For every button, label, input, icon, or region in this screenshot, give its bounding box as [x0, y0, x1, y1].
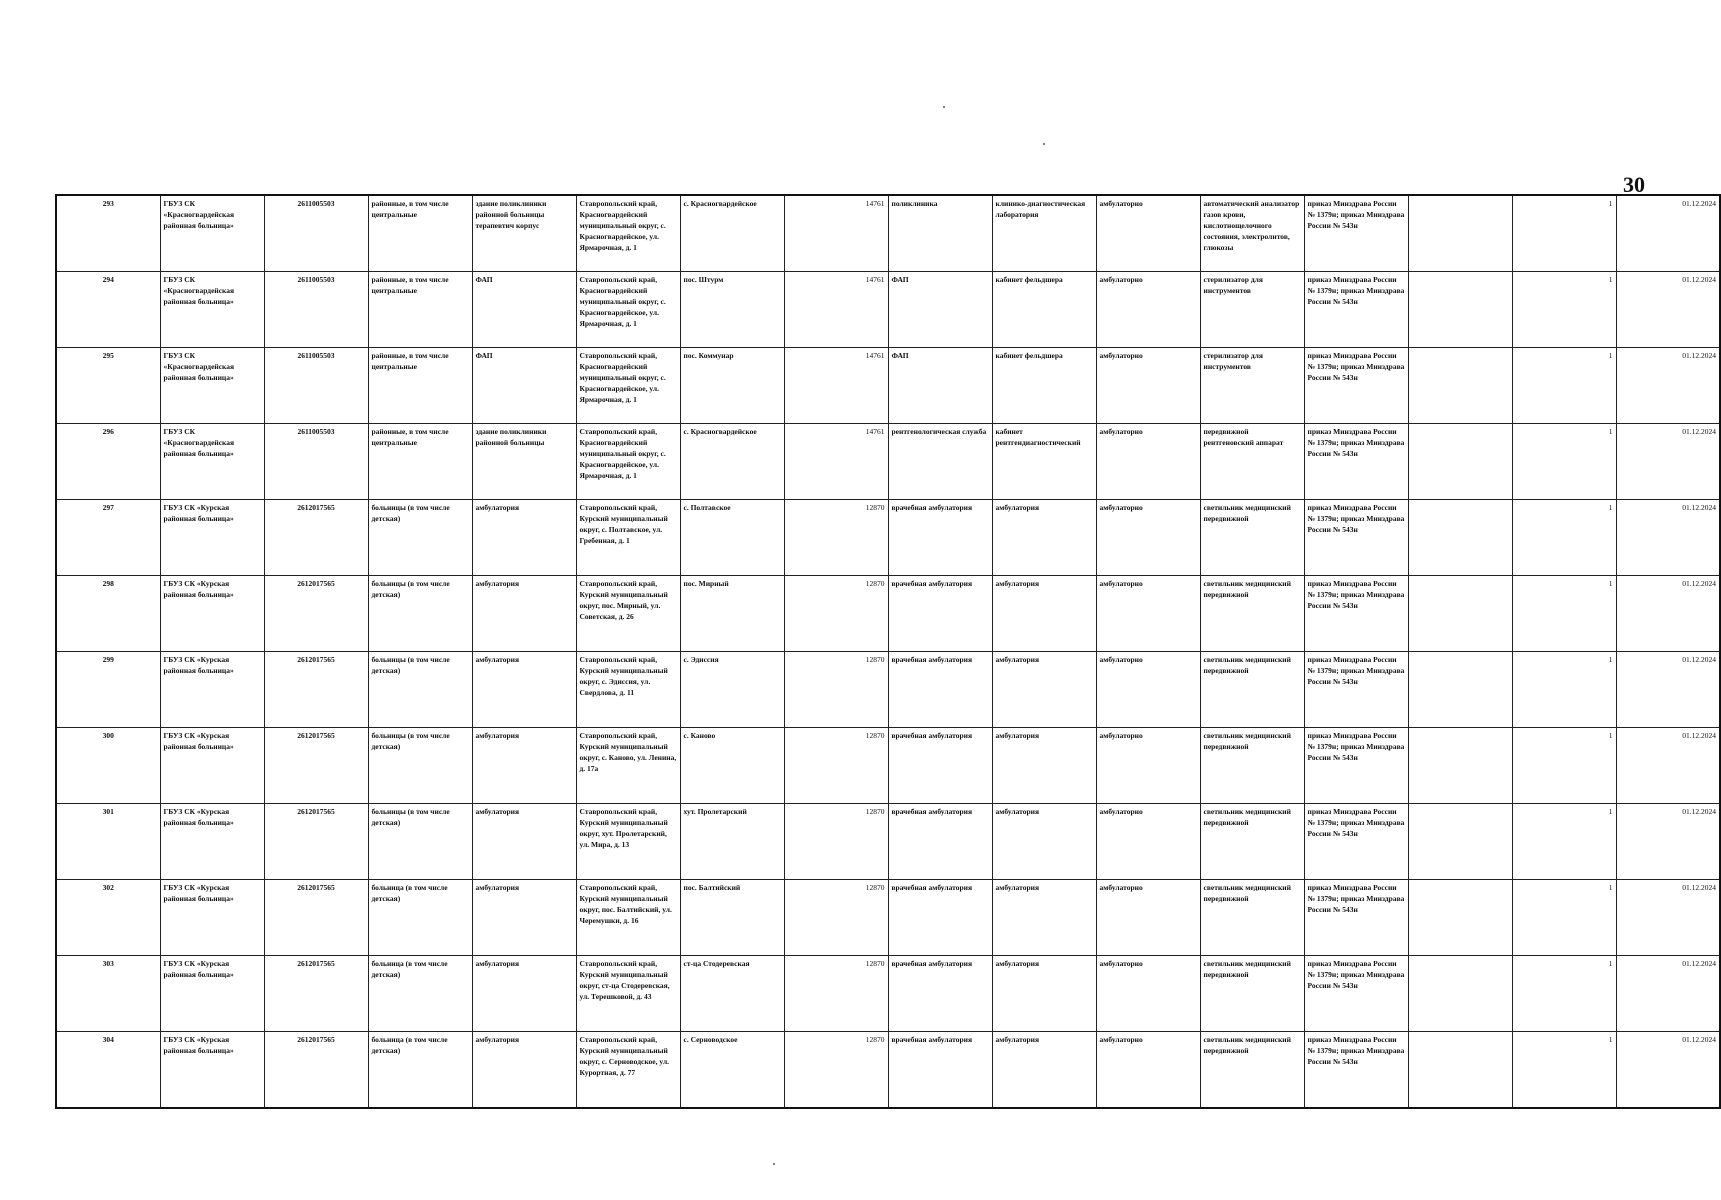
- table-row: [56, 576, 1720, 652]
- building-cell: ФАП: [472, 348, 576, 424]
- row-number: 297: [56, 500, 160, 576]
- locality-cell: с. Эдиссия: [680, 652, 784, 728]
- quantity-cell: 1: [1512, 576, 1616, 652]
- building-cell: амбулатория: [472, 880, 576, 956]
- row-number: 300: [56, 728, 160, 804]
- equipment-cell: стерилизатор для инструментов: [1200, 272, 1304, 348]
- inn-cell: 2612017565: [264, 576, 368, 652]
- address-cell: Ставропольский край, Курский муниципальный округ, пос. Балтийский, ул. Черемушки, д. 16: [576, 880, 680, 956]
- order-cell: приказ Минздрава России № 1379н; приказ Минздрава России № 543н: [1304, 1032, 1408, 1109]
- date-cell: 01.12.2024: [1616, 880, 1720, 956]
- department-cell: амбулатория: [992, 956, 1096, 1032]
- locality-cell: ст-ца Стодеревская: [680, 956, 784, 1032]
- inn-cell: 2612017565: [264, 880, 368, 956]
- quantity-cell: 1: [1512, 728, 1616, 804]
- care-condition-cell: амбулаторно: [1096, 424, 1200, 500]
- organization-type-cell: районные, в том числе центральные: [368, 272, 472, 348]
- organization-cell: ГБУЗ СК «Курская районная больница»: [160, 880, 264, 956]
- locality-cell: хут. Пролетарский: [680, 804, 784, 880]
- unit-cell: врачебная амбулатория: [888, 652, 992, 728]
- care-condition-cell: амбулаторно: [1096, 804, 1200, 880]
- organization-cell: ГБУЗ СК «Курская районная больница»: [160, 576, 264, 652]
- department-cell: кабинет рентгендиагностический: [992, 424, 1096, 500]
- locality-cell: с. Красногвардейское: [680, 195, 784, 272]
- address-cell: Ставропольский край, Курский муниципальный округ, с. Полтавское, ул. Гребенная, д. 1: [576, 500, 680, 576]
- row-number: 294: [56, 272, 160, 348]
- code-cell: 12870: [784, 804, 888, 880]
- department-cell: амбулатория: [992, 728, 1096, 804]
- organization-cell: ГБУЗ СК «Курская районная больница»: [160, 500, 264, 576]
- unit-cell: врачебная амбулатория: [888, 880, 992, 956]
- building-cell: амбулатория: [472, 728, 576, 804]
- inn-cell: 2612017565: [264, 1032, 368, 1109]
- date-cell: 01.12.2024: [1616, 195, 1720, 272]
- unit-cell: рентгенологическая служба: [888, 424, 992, 500]
- organization-cell: ГБУЗ СК «Курская районная больница»: [160, 956, 264, 1032]
- organization-type-cell: больница (в том числе детская): [368, 956, 472, 1032]
- care-condition-cell: амбулаторно: [1096, 500, 1200, 576]
- code-cell: 12870: [784, 500, 888, 576]
- table-row: [56, 652, 1720, 728]
- inn-cell: 2612017565: [264, 956, 368, 1032]
- order-cell: приказ Минздрава России № 1379н; приказ Минздрава России № 543н: [1304, 195, 1408, 272]
- empty-cell: [1408, 1032, 1512, 1109]
- locality-cell: пос. Балтийский: [680, 880, 784, 956]
- code-cell: 14761: [784, 272, 888, 348]
- table-row: [56, 804, 1720, 880]
- order-cell: приказ Минздрава России № 1379н; приказ Минздрава России № 543н: [1304, 880, 1408, 956]
- date-cell: 01.12.2024: [1616, 272, 1720, 348]
- quantity-cell: 1: [1512, 195, 1616, 272]
- care-condition-cell: амбулаторно: [1096, 880, 1200, 956]
- address-cell: Ставропольский край, Курский муниципальный округ, пос. Мирный, ул. Советская, д. 26: [576, 576, 680, 652]
- department-cell: амбулатория: [992, 576, 1096, 652]
- locality-cell: пос. Мирный: [680, 576, 784, 652]
- department-cell: амбулатория: [992, 652, 1096, 728]
- organization-type-cell: районные, в том числе центральные: [368, 195, 472, 272]
- unit-cell: врачебная амбулатория: [888, 804, 992, 880]
- date-cell: 01.12.2024: [1616, 1032, 1720, 1109]
- code-cell: 12870: [784, 956, 888, 1032]
- scan-speck: [773, 1163, 775, 1165]
- locality-cell: пос. Коммунар: [680, 348, 784, 424]
- quantity-cell: 1: [1512, 272, 1616, 348]
- locality-cell: с. Красногвардейское: [680, 424, 784, 500]
- order-cell: приказ Минздрава России № 1379н; приказ Минздрава России № 543н: [1304, 576, 1408, 652]
- address-cell: Ставропольский край, Красногвардейский муниципальный округ, с. Красногвардейское, ул. Ярмарочная, д. 1: [576, 195, 680, 272]
- organization-type-cell: районные, в том числе центральные: [368, 424, 472, 500]
- empty-cell: [1408, 956, 1512, 1032]
- building-cell: амбулатория: [472, 500, 576, 576]
- order-cell: приказ Минздрава России № 1379н; приказ Минздрава России № 543н: [1304, 272, 1408, 348]
- unit-cell: врачебная амбулатория: [888, 728, 992, 804]
- unit-cell: ФАП: [888, 272, 992, 348]
- organization-cell: ГБУЗ СК «Курская районная больница»: [160, 804, 264, 880]
- organization-type-cell: больницы (в том числе детская): [368, 652, 472, 728]
- code-cell: 12870: [784, 880, 888, 956]
- organization-type-cell: больница (в том числе детская): [368, 1032, 472, 1109]
- inn-cell: 2611005503: [264, 195, 368, 272]
- code-cell: 14761: [784, 424, 888, 500]
- table-row: [56, 195, 1720, 272]
- building-cell: здание поликлиники районной больницы терапевтич корпус: [472, 195, 576, 272]
- quantity-cell: 1: [1512, 1032, 1616, 1109]
- organization-cell: ГБУЗ СК «Красногвардейская районная больница»: [160, 195, 264, 272]
- inn-cell: 2611005503: [264, 348, 368, 424]
- code-cell: 12870: [784, 652, 888, 728]
- quantity-cell: 1: [1512, 652, 1616, 728]
- scan-speck: [943, 106, 945, 108]
- page-number: 30: [1623, 172, 1645, 197]
- table-row: [56, 424, 1720, 500]
- empty-cell: [1408, 728, 1512, 804]
- organization-cell: ГБУЗ СК «Красногвардейская районная больница»: [160, 424, 264, 500]
- inn-cell: 2612017565: [264, 500, 368, 576]
- care-condition-cell: амбулаторно: [1096, 272, 1200, 348]
- table-row: [56, 500, 1720, 576]
- row-number: 304: [56, 1032, 160, 1109]
- quantity-cell: 1: [1512, 348, 1616, 424]
- empty-cell: [1408, 804, 1512, 880]
- building-cell: амбулатория: [472, 804, 576, 880]
- locality-cell: пос. Штурм: [680, 272, 784, 348]
- order-cell: приказ Минздрава России № 1379н; приказ Минздрава России № 543н: [1304, 500, 1408, 576]
- row-number: 302: [56, 880, 160, 956]
- unit-cell: поликлиника: [888, 195, 992, 272]
- row-number: 299: [56, 652, 160, 728]
- care-condition-cell: амбулаторно: [1096, 652, 1200, 728]
- equipment-cell: светильник медицинский передвижной: [1200, 728, 1304, 804]
- empty-cell: [1408, 424, 1512, 500]
- empty-cell: [1408, 195, 1512, 272]
- address-cell: Ставропольский край, Курский муниципальный округ, с. Эдиссия, ул. Свердлова, д. 11: [576, 652, 680, 728]
- code-cell: 14761: [784, 348, 888, 424]
- row-number: 298: [56, 576, 160, 652]
- equipment-cell: светильник медицинский передвижной: [1200, 500, 1304, 576]
- building-cell: амбулатория: [472, 576, 576, 652]
- table-row: [56, 348, 1720, 424]
- address-cell: Ставропольский край, Красногвардейский муниципальный округ, с. Красногвардейское, ул. Ярмарочная, д. 1: [576, 424, 680, 500]
- code-cell: 12870: [784, 1032, 888, 1109]
- care-condition-cell: амбулаторно: [1096, 348, 1200, 424]
- building-cell: здание поликлиники районной больницы: [472, 424, 576, 500]
- care-condition-cell: амбулаторно: [1096, 576, 1200, 652]
- department-cell: кабинет фельдшера: [992, 348, 1096, 424]
- date-cell: 01.12.2024: [1616, 956, 1720, 1032]
- quantity-cell: 1: [1512, 424, 1616, 500]
- empty-cell: [1408, 348, 1512, 424]
- empty-cell: [1408, 880, 1512, 956]
- empty-cell: [1408, 576, 1512, 652]
- equipment-cell: стерилизатор для инструментов: [1200, 348, 1304, 424]
- care-condition-cell: амбулаторно: [1096, 956, 1200, 1032]
- equipment-cell: светильник медицинский передвижной: [1200, 804, 1304, 880]
- equipment-cell: светильник медицинский передвижной: [1200, 956, 1304, 1032]
- care-condition-cell: амбулаторно: [1096, 195, 1200, 272]
- order-cell: приказ Минздрава России № 1379н; приказ Минздрава России № 543н: [1304, 804, 1408, 880]
- department-cell: клинико-диагностическая лаборатория: [992, 195, 1096, 272]
- inn-cell: 2612017565: [264, 652, 368, 728]
- building-cell: амбулатория: [472, 1032, 576, 1109]
- inn-cell: 2611005503: [264, 424, 368, 500]
- unit-cell: врачебная амбулатория: [888, 576, 992, 652]
- empty-cell: [1408, 500, 1512, 576]
- organization-type-cell: больницы (в том числе детская): [368, 500, 472, 576]
- building-cell: амбулатория: [472, 652, 576, 728]
- organization-cell: ГБУЗ СК «Курская районная больница»: [160, 652, 264, 728]
- inn-cell: 2612017565: [264, 804, 368, 880]
- equipment-cell: передвижной рентгеновский аппарат: [1200, 424, 1304, 500]
- table-row: [56, 880, 1720, 956]
- locality-cell: с. Полтавское: [680, 500, 784, 576]
- quantity-cell: 1: [1512, 500, 1616, 576]
- equipment-cell: светильник медицинский передвижной: [1200, 652, 1304, 728]
- row-number: 303: [56, 956, 160, 1032]
- order-cell: приказ Минздрава России № 1379н; приказ Минздрава России № 543н: [1304, 424, 1408, 500]
- date-cell: 01.12.2024: [1616, 652, 1720, 728]
- address-cell: Ставропольский край, Курский муниципальный округ, с. Каново, ул. Ленина, д. 17а: [576, 728, 680, 804]
- equipment-table: [55, 194, 1721, 1109]
- inn-cell: 2611005503: [264, 272, 368, 348]
- address-cell: Ставропольский край, Курский муниципальный округ, ст-ца Стодеревская, ул. Терешковой, д. 43: [576, 956, 680, 1032]
- table-row: [56, 728, 1720, 804]
- building-cell: амбулатория: [472, 956, 576, 1032]
- building-cell: ФАП: [472, 272, 576, 348]
- order-cell: приказ Минздрава России № 1379н; приказ Минздрава России № 543н: [1304, 348, 1408, 424]
- organization-type-cell: больницы (в том числе детская): [368, 576, 472, 652]
- organization-cell: ГБУЗ СК «Красногвардейская районная больница»: [160, 348, 264, 424]
- organization-type-cell: районные, в том числе центральные: [368, 348, 472, 424]
- table-body: [56, 195, 1720, 1108]
- date-cell: 01.12.2024: [1616, 804, 1720, 880]
- equipment-cell: светильник медицинский передвижной: [1200, 576, 1304, 652]
- address-cell: Ставропольский край, Красногвардейский муниципальный округ, с. Красногвардейское, ул. Ярмарочная, д. 1: [576, 348, 680, 424]
- date-cell: 01.12.2024: [1616, 576, 1720, 652]
- scan-speck: [1043, 143, 1045, 145]
- date-cell: 01.12.2024: [1616, 424, 1720, 500]
- care-condition-cell: амбулаторно: [1096, 728, 1200, 804]
- locality-cell: с. Серноводское: [680, 1032, 784, 1109]
- organization-cell: ГБУЗ СК «Курская районная больница»: [160, 728, 264, 804]
- department-cell: амбулатория: [992, 500, 1096, 576]
- locality-cell: с. Каново: [680, 728, 784, 804]
- unit-cell: врачебная амбулатория: [888, 956, 992, 1032]
- order-cell: приказ Минздрава России № 1379н; приказ Минздрава России № 543н: [1304, 652, 1408, 728]
- code-cell: 12870: [784, 728, 888, 804]
- row-number: 293: [56, 195, 160, 272]
- row-number: 301: [56, 804, 160, 880]
- unit-cell: врачебная амбулатория: [888, 1032, 992, 1109]
- address-cell: Ставропольский край, Красногвардейский муниципальный округ, с. Красногвардейское, ул. Ярмарочная, д. 1: [576, 272, 680, 348]
- row-number: 295: [56, 348, 160, 424]
- department-cell: амбулатория: [992, 880, 1096, 956]
- empty-cell: [1408, 652, 1512, 728]
- date-cell: 01.12.2024: [1616, 348, 1720, 424]
- date-cell: 01.12.2024: [1616, 500, 1720, 576]
- equipment-cell: автоматический анализатор газов крови, кислотнощелочного состояния, электролитов, глюкозы: [1200, 195, 1304, 272]
- unit-cell: ФАП: [888, 348, 992, 424]
- empty-cell: [1408, 272, 1512, 348]
- row-number: 296: [56, 424, 160, 500]
- inn-cell: 2612017565: [264, 728, 368, 804]
- organization-cell: ГБУЗ СК «Красногвардейская районная больница»: [160, 272, 264, 348]
- date-cell: 01.12.2024: [1616, 728, 1720, 804]
- equipment-cell: светильник медицинский передвижной: [1200, 880, 1304, 956]
- quantity-cell: 1: [1512, 956, 1616, 1032]
- department-cell: кабинет фельдшера: [992, 272, 1096, 348]
- organization-type-cell: больницы (в том числе детская): [368, 804, 472, 880]
- table-row: [56, 272, 1720, 348]
- organization-cell: ГБУЗ СК «Курская районная больница»: [160, 1032, 264, 1109]
- quantity-cell: 1: [1512, 880, 1616, 956]
- organization-type-cell: больница (в том числе детская): [368, 880, 472, 956]
- unit-cell: врачебная амбулатория: [888, 500, 992, 576]
- organization-type-cell: больницы (в том числе детская): [368, 728, 472, 804]
- department-cell: амбулатория: [992, 804, 1096, 880]
- department-cell: амбулатория: [992, 1032, 1096, 1109]
- address-cell: Ставропольский край, Курский муниципальный округ, с. Серноводское, ул. Курортная, д. 77: [576, 1032, 680, 1109]
- order-cell: приказ Минздрава России № 1379н; приказ Минздрава России № 543н: [1304, 956, 1408, 1032]
- table-row: [56, 1032, 1720, 1109]
- table-row: [56, 956, 1720, 1032]
- care-condition-cell: амбулаторно: [1096, 1032, 1200, 1109]
- order-cell: приказ Минздрава России № 1379н; приказ Минздрава России № 543н: [1304, 728, 1408, 804]
- code-cell: 12870: [784, 576, 888, 652]
- equipment-cell: светильник медицинский передвижной: [1200, 1032, 1304, 1109]
- quantity-cell: 1: [1512, 804, 1616, 880]
- code-cell: 14761: [784, 195, 888, 272]
- address-cell: Ставропольский край, Курский муниципальный округ, хут. Пролетарский, ул. Мира, д. 13: [576, 804, 680, 880]
